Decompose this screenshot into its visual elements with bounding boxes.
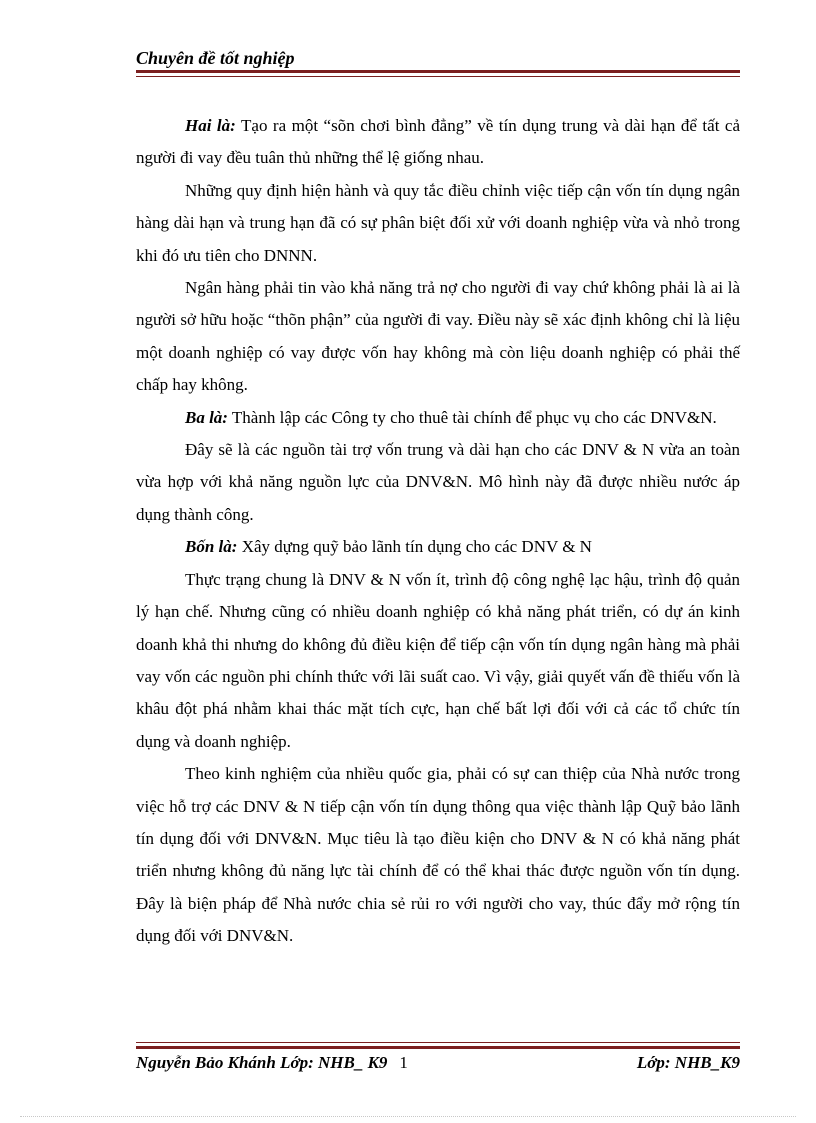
paragraph-8 xyxy=(136,758,740,952)
paragraph-4 xyxy=(136,402,740,434)
paragraph-6 xyxy=(136,531,740,563)
paragraph-3 xyxy=(136,272,740,402)
paragraph-lead: Hai là: xyxy=(185,116,236,135)
paragraph-lead: Bốn là: xyxy=(185,537,238,557)
header-rule-thin xyxy=(136,76,740,77)
paragraph-text: Đây sẽ là các nguồn tài trợ vốn trung và dài hạn cho các DNV & N vừa an toàn vừa hợp với khả năng nguồn lực của DNV&N. Mô hình này đã được nhiều nước áp dụng thành công. xyxy=(136,440,740,524)
header-title: Chuyên đề tốt nghiệp xyxy=(136,48,295,68)
paragraph-5 xyxy=(136,434,740,531)
paragraph-text: Thực trạng chung là DNV & N vốn ít, trình độ công nghệ lạc hậu, trình độ quản lý hạn chế. Nhưng cũng có nhiều doanh nghiệp có khả năng phát triển, có dự án kinh doanh khả thi nhưng do không đủ điều kiện để tiếp cận vốn tín dụng ngân hàng mà phải vay vốn các nguồn phi chính thức với lãi suất cao. Vì vậy, giải quyết vấn đề thiếu vốn là khâu đột phá nhằm khai thác mặt tích cực, hạn chế bất lợi đối với cả các tổ chức tín dụng và doanh nghiệp. xyxy=(136,569,740,751)
footer-author xyxy=(136,1053,408,1073)
paragraph-lead: Ba là: xyxy=(185,407,228,427)
paragraph-2 xyxy=(136,175,740,272)
footer-rule-thin xyxy=(136,1042,740,1043)
page-edge-divider xyxy=(20,1116,796,1117)
body-text xyxy=(136,110,740,953)
paragraph-text: Tạo ra một “sõn chơi bình đẳng” về tín dụng trung và dài hạn để tất cả người đi vay đều tuân thủ những thể lệ giống nhau. xyxy=(136,116,740,168)
paragraph-text: Những quy định hiện hành và quy tắc điều chỉnh việc tiếp cận vốn tín dụng ngân hàng dài hạn và trung hạn đã có sự phân biệt đối xử với doanh nghiệp vừa và nhỏ trong khi đó ưu tiên cho DNNN. xyxy=(136,180,740,265)
footer-rule-thick xyxy=(136,1046,740,1049)
paragraph-text: Xây dựng quỹ bảo lãnh tín dụng cho các DNV & N xyxy=(237,537,592,557)
paragraph-1 xyxy=(136,110,740,175)
page-number: 1 xyxy=(399,1053,408,1072)
paragraph-7 xyxy=(136,564,740,758)
paragraph-text: Thành lập các Công ty cho thuê tài chính để phục vụ cho các DNV&N. xyxy=(227,407,717,427)
footer-author-text: Nguyễn Bảo Khánh Lớp: NHB_ K9 xyxy=(136,1053,388,1072)
header-rule-thick xyxy=(136,70,740,73)
footer-class: Lớp: NHB_K9 xyxy=(636,1053,740,1072)
paragraph-text: Theo kinh nghiệm của nhiều quốc gia, phải có sự can thiệp của Nhà nước trong việc hỗ trợ các DNV & N tiếp cận vốn tín dụng thông qua việc thành lập Quỹ bảo lãnh tín dụng đối với DNV&N. Mục tiêu là tạo điều kiện cho DNV & N có khả năng phát triển nhưng không đủ năng lực tài chính để có thể khai thác được nguồn vốn tín dụng. Đây là biện pháp để Nhà nước chia sẻ rủi ro với người cho vay, thúc đẩy mở rộng tín dụng đối với DNV&N. xyxy=(136,764,740,946)
paragraph-text: Ngân hàng phải tin vào khả năng trả nợ cho người đi vay chứ không phải là ai là người sở hữu hoặc “thõn phận” của người đi vay. Điều này sẽ xác định không chỉ là liệu một doanh nghiệp có vay được vốn hay không mà còn liệu doanh nghiệp có phải thế chấp hay không. xyxy=(136,278,740,395)
